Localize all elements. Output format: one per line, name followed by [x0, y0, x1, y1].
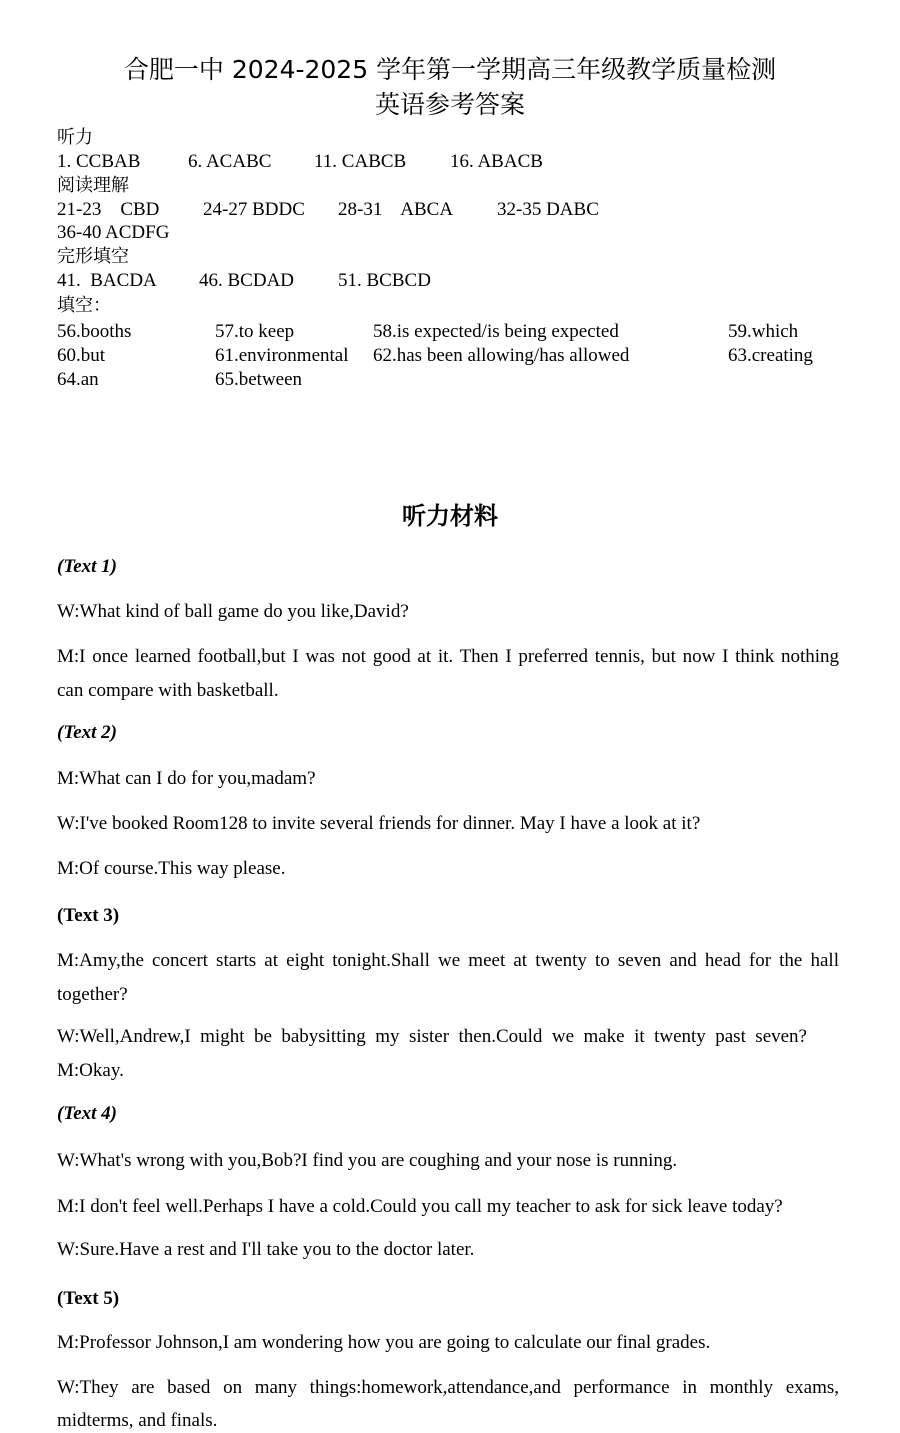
text-label: (Text 2) — [57, 722, 117, 743]
dialogue-line: M:I once learned football,but I was not good at it. Then I preferred tennis, but now I think nothing — [57, 646, 839, 667]
answer-group: 1. CCBAB — [57, 151, 141, 172]
answer-group: 24-27 BDDC — [203, 199, 305, 220]
text-label: (Text 1) — [57, 556, 117, 577]
dialogue-line: M:I don't feel well.Perhaps I have a cold.Could you call my teacher to ask for sick leave today? — [57, 1196, 783, 1217]
dialogue-line: M:Of course.This way please. — [57, 858, 286, 879]
dialogue-line: M:Okay. — [57, 1060, 124, 1081]
answer-group: 21-23 CBD — [57, 199, 160, 220]
dialogue-line: W:What kind of ball game do you like,David? — [57, 601, 409, 622]
dialogue-line: can compare with basketball. — [57, 680, 279, 701]
answer-group: 36-40 ACDFG — [57, 222, 170, 243]
dialogue-line: M:What can I do for you,madam? — [57, 768, 316, 789]
answer-group: 51. BCBCD — [338, 270, 431, 291]
dialogue-line: midterms, and finals. — [57, 1410, 218, 1431]
section-label-fill: 填空： — [57, 295, 111, 316]
answer-group: 32-35 DABC — [497, 199, 599, 220]
section-label-reading: 阅读理解 — [57, 175, 129, 196]
answer-group: 41. BACDA — [57, 270, 157, 291]
answer-item: 59.which — [728, 321, 799, 342]
answer-item: 57.to keep — [215, 321, 295, 342]
answer-item: 60.but — [57, 345, 106, 366]
section-label-listening: 听力 — [57, 127, 93, 148]
dialogue-line: W:They are based on many things:homework,attendance,and performance in monthly exams, — [57, 1377, 839, 1398]
dialogue-line: M:Amy,the concert starts at eight tonight.Shall we meet at twenty to seven and head for the hall — [57, 950, 839, 971]
dialogue-line: W:Sure.Have a rest and I'll take you to the doctor later. — [57, 1239, 475, 1260]
answer-item: 65.between — [215, 369, 303, 390]
answer-group: 46. BCDAD — [199, 270, 295, 291]
dialogue-line: together? — [57, 984, 128, 1005]
document-subtitle: 英语参考答案 — [374, 90, 525, 119]
answer-item: 61.environmental — [215, 345, 349, 366]
section-title-listening-material: 听力材料 — [402, 502, 498, 530]
answer-item: 64.an — [57, 369, 99, 390]
answer-group: 11. CABCB — [314, 151, 407, 172]
answer-item: 63.creating — [728, 345, 813, 366]
dialogue-line: W:I've booked Room128 to invite several friends for dinner. May I have a look at it? — [57, 813, 701, 834]
text-label: (Text 5) — [57, 1288, 120, 1309]
text-label: (Text 3) — [57, 905, 120, 926]
answer-item: 62.has been allowing/has allowed — [373, 345, 630, 366]
answer-group: 6. ACABC — [188, 151, 272, 172]
answer-group: 16. ABACB — [450, 151, 543, 172]
answer-group: 28-31 ABCA — [338, 199, 454, 220]
dialogue-line: M:Professor Johnson,I am wondering how you are going to calculate our final grades. — [57, 1332, 711, 1353]
section-label-cloze: 完形填空 — [57, 246, 129, 267]
answer-item: 56.booths — [57, 321, 132, 342]
dialogue-line: W:Well,Andrew,I might be babysitting my sister then.Could we make it twenty past seven? — [57, 1026, 807, 1047]
text-label: (Text 4) — [57, 1103, 117, 1124]
dialogue-line: W:What's wrong with you,Bob?I find you are coughing and your nose is running. — [57, 1150, 678, 1171]
document-title: 合肥一中 2024-2025 学年第一学期高三年级教学质量检测 — [123, 55, 777, 84]
answer-item: 58.is expected/is being expected — [373, 321, 619, 342]
